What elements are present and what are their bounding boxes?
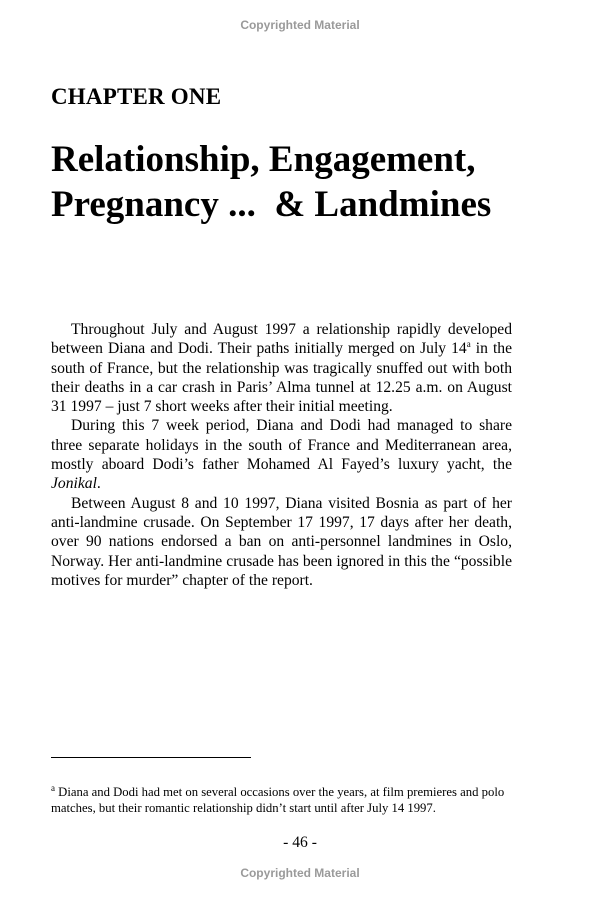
paragraph-1: [51, 320, 512, 416]
footnote-text: Diana and Dodi had met on several occasions over the years, at film premieres and polo matches, but their romantic relationship didn’t start until after July 14 1997.: [51, 785, 505, 815]
footnote-reference[interactable]: a: [466, 339, 471, 350]
paragraph-1-text-b: in the south of France, but the relationship was tragically snuffed out with both their deaths in a car crash in Paris’ Alma tunnel at 12.25 a.m. on August 31 1997 – just 7 short weeks after their initial meeting.: [51, 340, 512, 416]
body-text: [51, 320, 512, 590]
chapter-title: [51, 137, 571, 227]
footnote-divider: [51, 757, 251, 758]
paragraph-1-text-a: Throughout July and August 1997 a relationship rapidly developed between Diana and Dodi. Their paths initially merged on July 14: [51, 321, 512, 358]
footnote: [51, 784, 512, 816]
paragraph-2-text-b: .: [96, 475, 101, 493]
chapter-title-line-2: Pregnancy ... & Landmines: [51, 184, 492, 225]
paragraph-2-text-a: During this 7 week period, Diana and Dodi had managed to share three separate holidays in the south of France and Mediterranean area, mostly aboard Dodi’s father Mohamed Al Fayed’s luxury yacht, the: [51, 417, 512, 474]
footnote-marker: a: [51, 782, 55, 793]
paragraph-2: [51, 416, 512, 493]
copyright-watermark-bottom: Copyrighted Material: [240, 866, 360, 880]
chapter-title-line-1: Relationship, Engagement,: [51, 139, 476, 180]
paragraph-3: Between August 8 and 10 1997, Diana visited Bosnia as part of her anti-landmine crusade. On September 17 1997, 17 days after her death, over 90 nations endorsed a ban on anti-personnel landmines in Oslo, Norway. Her anti-landmine crusade has been ignored in this the “possible motives for murder” chapter of the report.: [51, 494, 512, 589]
yacht-name: Jonikal: [51, 475, 97, 493]
chapter-label: CHAPTER ONE: [51, 84, 222, 109]
page-number: - 46 -: [283, 834, 317, 851]
copyright-watermark-top: Copyrighted Material: [240, 18, 360, 32]
